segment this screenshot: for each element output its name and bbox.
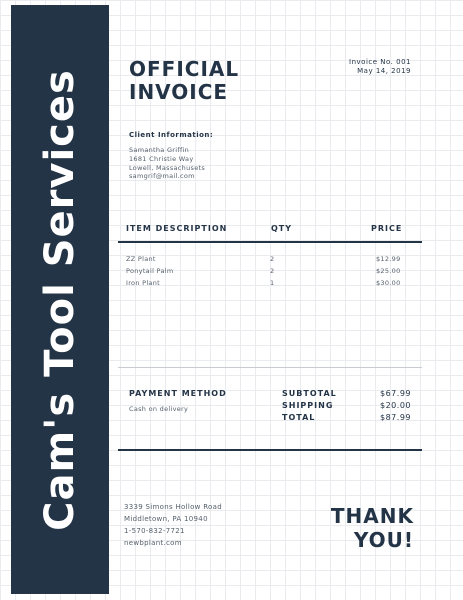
thanks-line-2: YOU!	[353, 528, 414, 552]
shipping-label: SHIPPING	[282, 401, 334, 410]
table-header-divider	[118, 241, 422, 243]
row-price: $25.00	[376, 267, 401, 275]
shipping-value: $20.00	[380, 401, 411, 410]
client-heading: Client Information:	[129, 131, 214, 139]
title-line-1: OFFICIAL	[129, 57, 240, 81]
row-qty: 1	[270, 279, 275, 287]
invoice-date: May 14, 2019	[357, 67, 411, 75]
row-qty: 2	[270, 267, 275, 275]
row-item: Ponytail Palm	[126, 267, 174, 275]
row-item: Iron Plant	[126, 279, 160, 287]
footer-city: Middletown, PA 10940	[124, 515, 208, 523]
subtotal-label: SUBTOTAL	[282, 389, 337, 398]
row-item: ZZ Plant	[126, 255, 156, 263]
document-title	[129, 58, 239, 104]
footer-phone: 1-570-832-7721	[124, 527, 185, 535]
client-city: Lowell, Massachusets	[129, 164, 206, 172]
payment-method-heading: PAYMENT METHOD	[129, 389, 227, 398]
total-label: TOTAL	[282, 413, 316, 422]
client-street: 1681 Christie Way	[129, 155, 194, 163]
header-price: PRICE	[371, 224, 403, 233]
footer-website: newbplant.com	[124, 539, 182, 547]
header-qty: QTY	[271, 224, 293, 233]
client-name: Samantha Griffin	[129, 146, 190, 154]
footer-street: 3339 Simons Hollow Road	[124, 503, 222, 511]
thank-you-message	[331, 504, 414, 552]
totals-divider	[118, 449, 422, 451]
client-email: samgrif@mail.com	[129, 172, 195, 180]
thanks-line-1: THANK	[330, 504, 414, 528]
subtotal-value: $67.99	[380, 389, 411, 398]
row-price: $12.99	[376, 255, 401, 263]
header-item-description: ITEM DESCRIPTION	[126, 224, 228, 233]
row-qty: 2	[270, 255, 275, 263]
company-name: Cam's Tool Services	[37, 69, 83, 531]
items-end-divider	[118, 367, 422, 368]
payment-method-value: Cash on delivery	[129, 405, 189, 413]
title-line-2: INVOICE	[129, 80, 229, 104]
row-price: $30.00	[376, 279, 401, 287]
invoice-number: Invoice No. 001	[349, 58, 411, 66]
total-value: $87.99	[380, 413, 411, 422]
